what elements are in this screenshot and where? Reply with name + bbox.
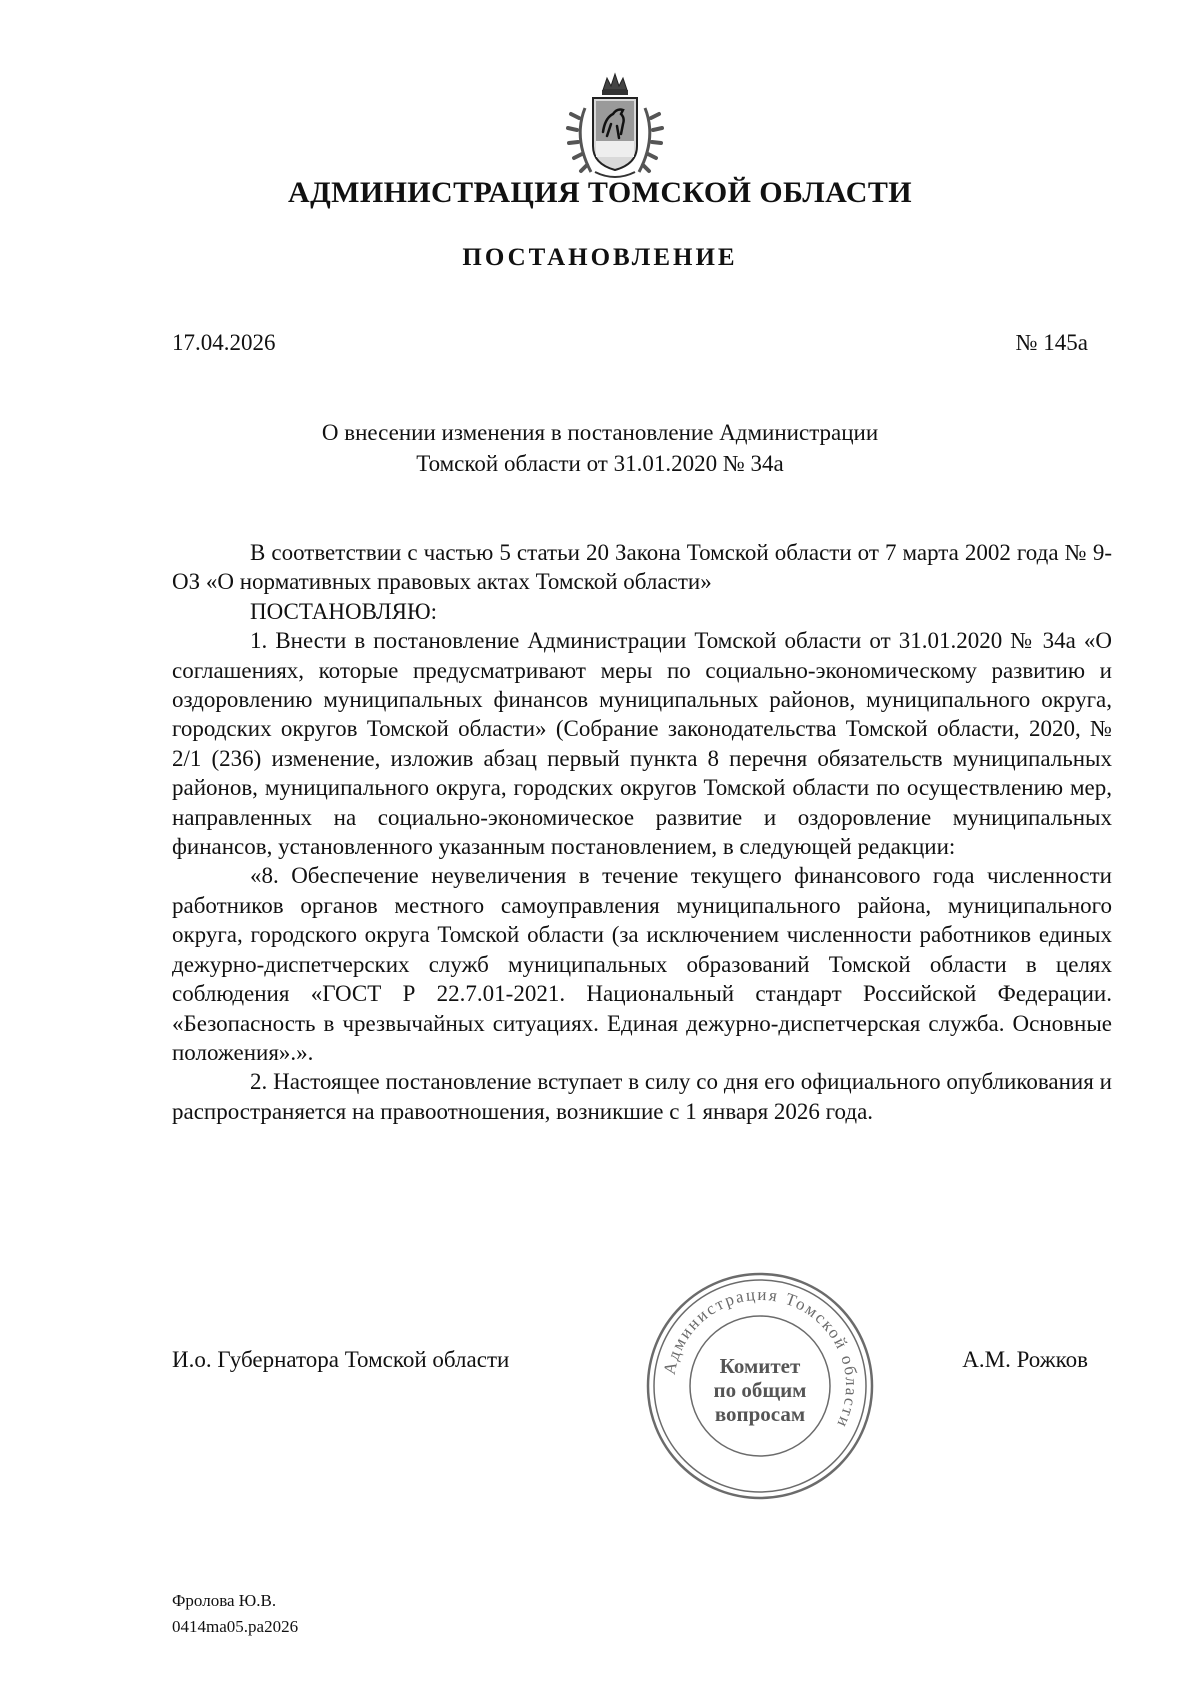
item-2-paragraph: 2. Настоящее постановление вступает в силу со дня его официального опубликования и распространяется на правоотношения, возникшие с 1 января 2026 года.: [172, 1069, 1112, 1124]
executor-name: Фролова Ю.В.: [172, 1591, 277, 1610]
document-number: № 145а: [1015, 330, 1088, 355]
organization-title: АДМИНИСТРАЦИЯ ТОМСКОЙ ОБЛАСТИ: [288, 176, 912, 209]
preamble-paragraph: В соответствии с частью 5 статьи 20 Закона Томской области от 7 марта 2002 года № 9-ОЗ «О нормативных правовых актах Томской области»: [172, 540, 1112, 595]
seal-center-text: вопросам: [714, 1402, 806, 1426]
document-code: 0414ma05.pa2026: [172, 1617, 299, 1636]
decree-word: ПОСТАНОВЛЯЮ:: [250, 598, 438, 624]
document-date: 17.04.2026: [172, 330, 276, 355]
signer-title: И.о. Губернатора Томской области: [172, 1347, 510, 1372]
document-type-heading: ПОСТАНОВЛЕНИЕ: [462, 244, 738, 271]
seal-center-text: по общим: [713, 1378, 807, 1402]
document-subject: [0, 417, 1200, 479]
coat-of-arms-icon: [555, 68, 675, 186]
official-seal: [644, 1270, 876, 1502]
executor-block: [172, 1588, 298, 1640]
document-body: [172, 538, 1112, 1126]
subject-line: О внесении изменения в постановление Администрации: [321, 420, 879, 445]
seal-ring-text: Администрация Томской области: [659, 1284, 862, 1432]
signer-name: А.М. Рожков: [962, 1347, 1088, 1372]
item-1-quote-paragraph: «8. Обеспечение неувеличения в течение текущего финансового года численности работников органов местного самоуправления муниципального района, муниципального округа, городского округа Томской области (за исключением численности работников единых дежурно-диспетчерских служб муниципальных образований Томской области в целях соблюдения «ГОСТ Р 22.7.01-2021. Национальный стандарт Российской Федерации. «Безопасность в чрезвычайных ситуациях. Единая дежурно-диспетчерская служба. Основные положения».».: [172, 863, 1112, 1065]
item-1-paragraph: 1. Внести в постановление Администрации Томской области от 31.01.2020 № 34а «О соглашениях, которые предусматривают меры по социально-экономическому развитию и оздоровлению муниципальных финансов муниципальных районов, муниципального округа, городских округов Томской области» (Собрание законодательства Томской области, 2020, № 2/1 (236) изменение, изложив абзац первый пункта 8 перечня обязательств муниципальных районов, муниципального округа, городских округов Томской области по осуществлению мер, направленных на социально-экономическое развитие и оздоровление муниципальных финансов, установленного указанным постановлением, в следующей редакции:: [172, 628, 1112, 860]
subject-line: Томской области от 31.01.2020 № 34а: [416, 451, 784, 476]
seal-center-text: Комитет: [719, 1354, 801, 1378]
